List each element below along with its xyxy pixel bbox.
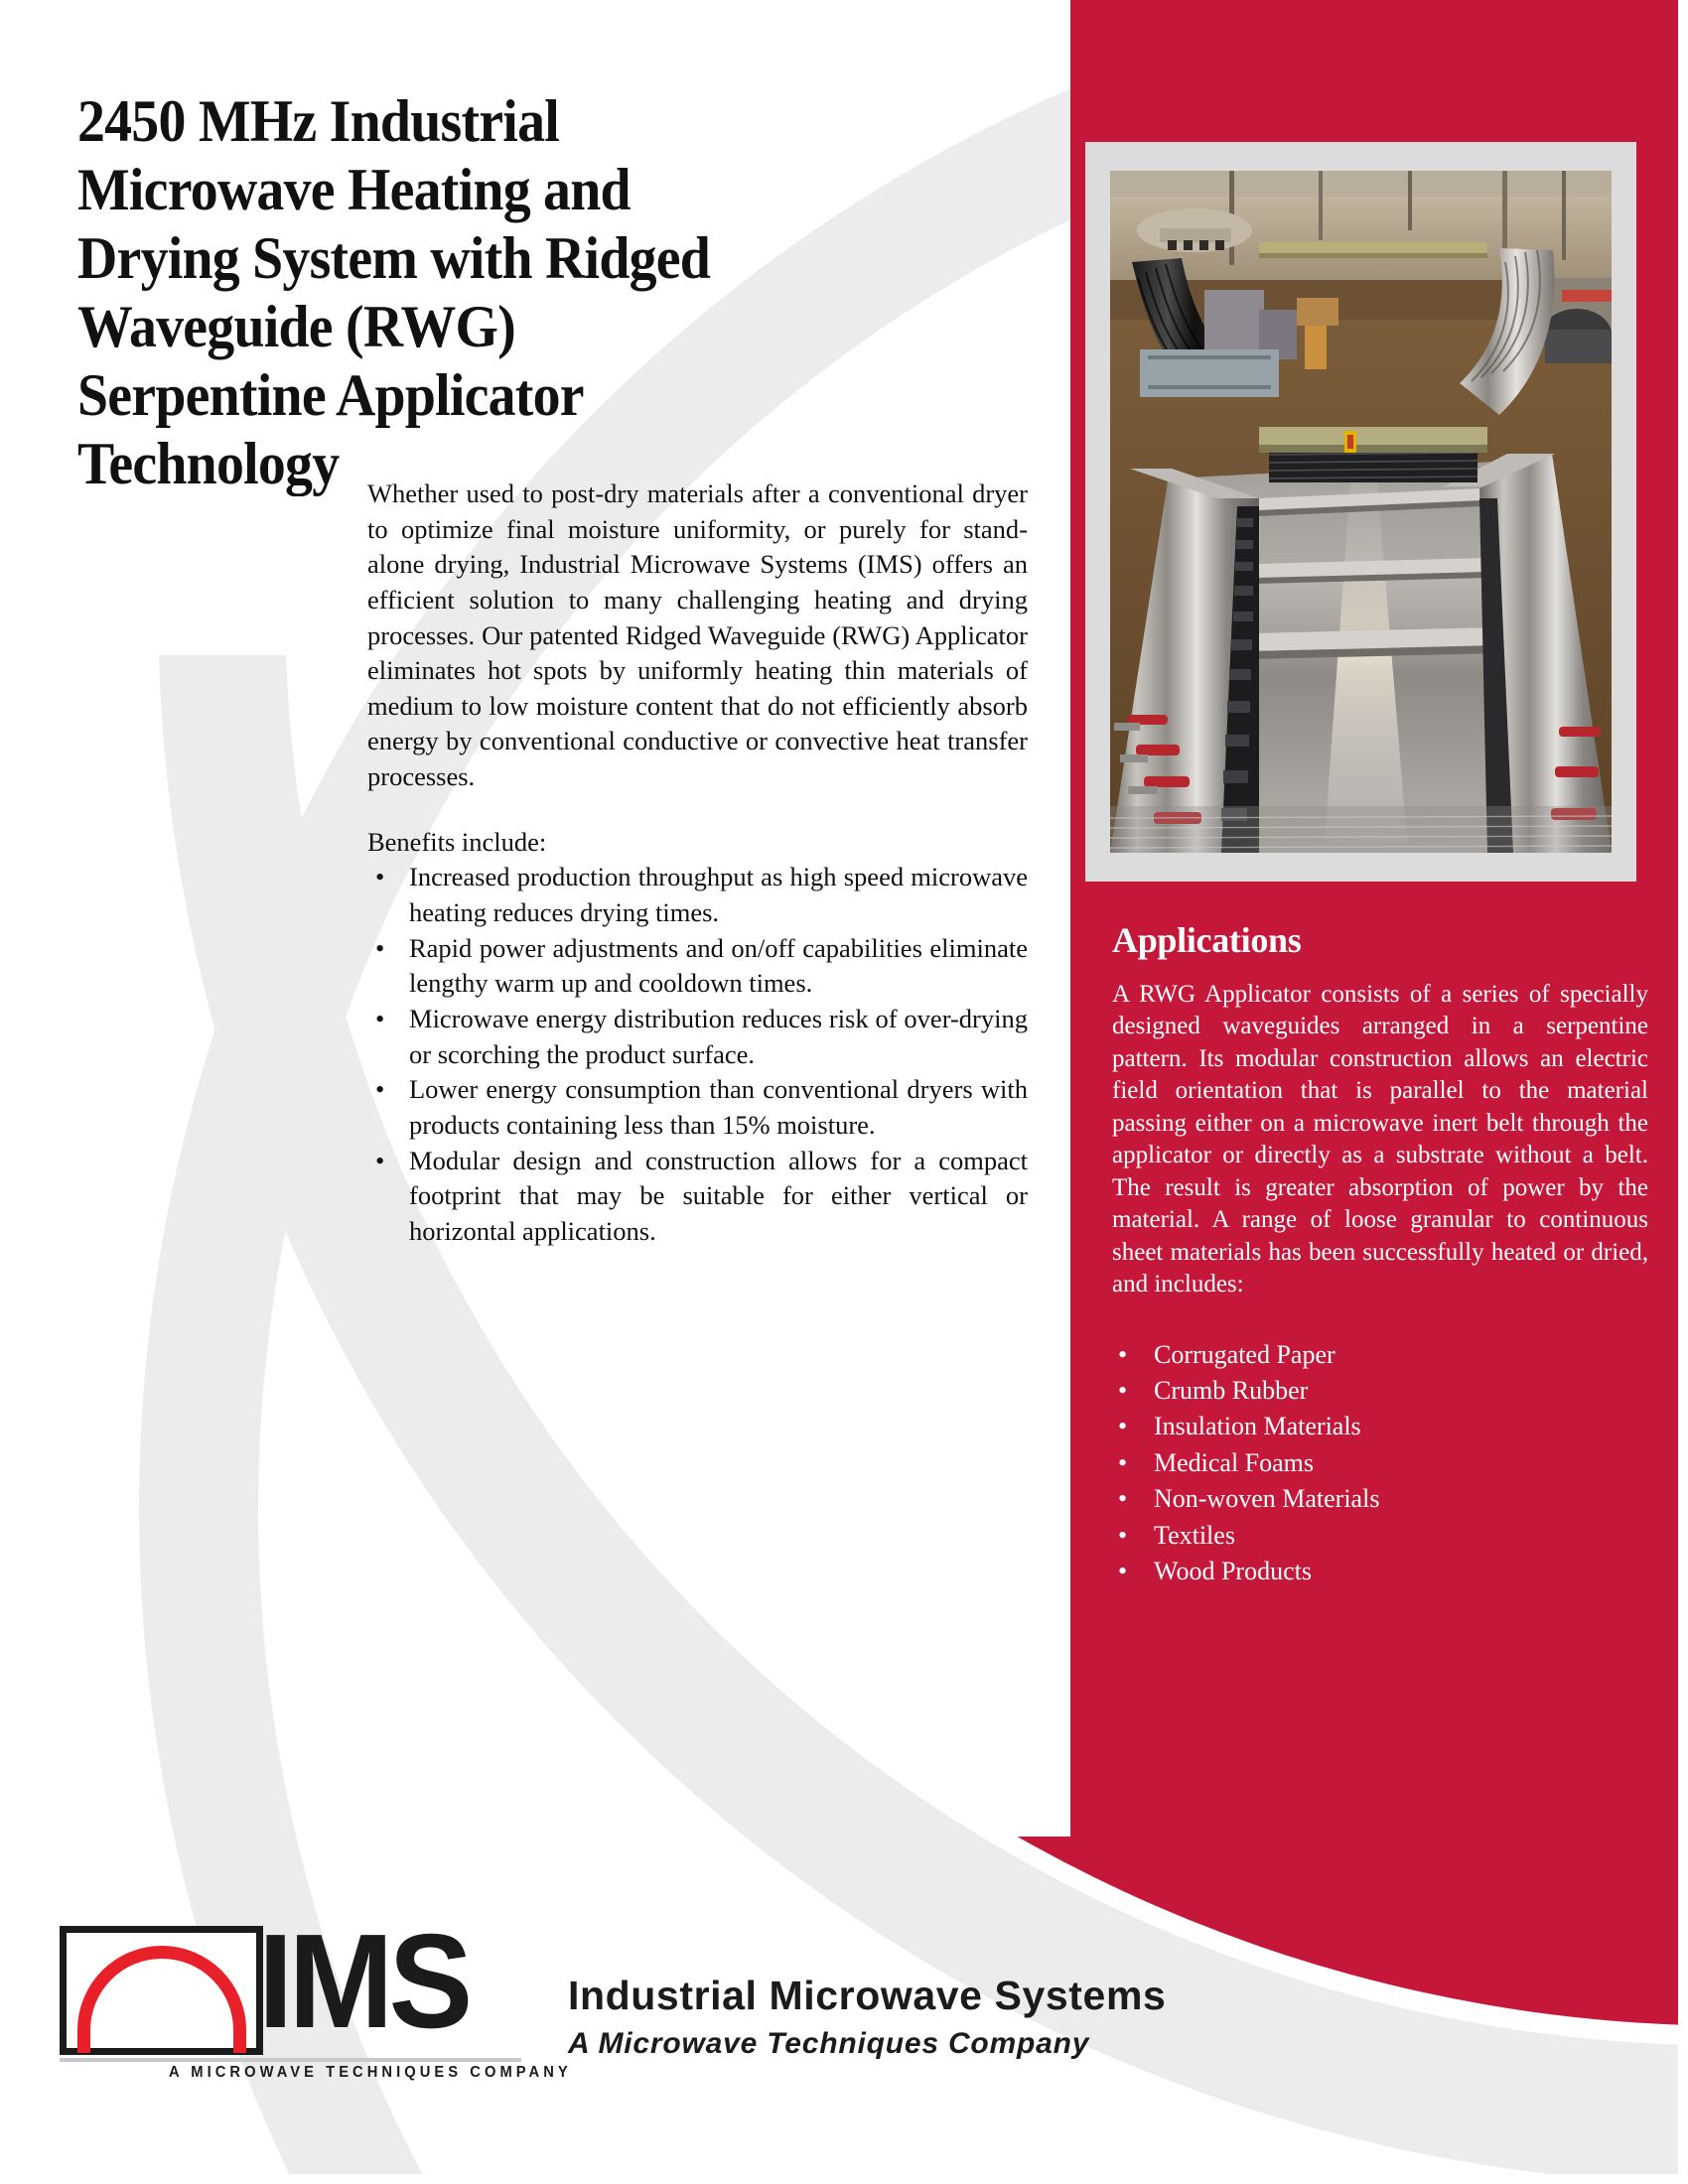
company-identity bbox=[568, 1971, 1166, 2063]
bullet-marker: • bbox=[375, 932, 385, 963]
list-item-label: Non-woven Materials bbox=[1154, 1484, 1380, 1514]
bullet-marker: • bbox=[375, 862, 385, 892]
benefits-list bbox=[367, 860, 1028, 1249]
list-item bbox=[367, 1002, 1028, 1072]
list-item bbox=[1112, 1518, 1648, 1554]
list-item-label: Corrugated Paper bbox=[1154, 1339, 1336, 1369]
list-item bbox=[1112, 1445, 1648, 1481]
list-item-label: Wood Products bbox=[1154, 1556, 1312, 1585]
logo-divider bbox=[60, 2058, 521, 2062]
list-item bbox=[1112, 1373, 1648, 1409]
applications-panel bbox=[1070, 893, 1688, 1589]
bullet-marker: • bbox=[375, 1145, 385, 1175]
company-name: Industrial Microwave Systems bbox=[568, 1973, 1167, 2018]
bullet-marker: • bbox=[375, 1074, 385, 1105]
logo-tagline: A MICROWAVE TECHNIQUES COMPANY bbox=[169, 2064, 572, 2081]
intro-paragraph: Whether used to post-dry materials after a conventional dryer to optimize final moisture uniformity, or purely for stand-alone drying, Industrial Microwave Systems (IMS) offers an efficient solution to many challenging heating and drying processes. Our patented Ridged Waveguide (RWG) Applicator eliminates hot spots by uniformly heating thin materials of medium to low moisture content that do not efficiently absorb energy by conventional conductive or convective heat transfer processes. bbox=[367, 478, 1028, 792]
applications-heading: Applications bbox=[1112, 920, 1302, 960]
applications-paragraph: A RWG Applicator consists of a series of specially designed waveguides arranged in a serpentine pattern. Its modular construction allows an electric field orientation that is parallel to the material passing either on a microwave inert belt through the applicator or directly as a substrate without a belt. The result is greater absorption of power by the material. A range of loose granular to continuous sheet materials has been successfully heated or dried, and includes: bbox=[1112, 980, 1648, 1298]
list-item-label: Lower energy consumption than conventional dryers with products containing less than 15% moisture. bbox=[409, 1074, 1028, 1140]
product-photo-frame bbox=[1085, 142, 1636, 882]
list-item bbox=[1112, 1554, 1648, 1589]
list-item-label: Textiles bbox=[1154, 1520, 1235, 1550]
list-item bbox=[367, 860, 1028, 930]
left-column bbox=[367, 477, 1028, 1249]
list-item-label: Crumb Rubber bbox=[1154, 1375, 1309, 1405]
list-item bbox=[1112, 1481, 1648, 1517]
list-item-label: Increased production throughput as high speed microwave heating reduces drying times. bbox=[409, 862, 1028, 928]
list-item bbox=[367, 931, 1028, 1002]
bullet-marker: • bbox=[1118, 1447, 1128, 1477]
bullet-marker: • bbox=[375, 1003, 385, 1033]
bullet-marker: • bbox=[1118, 1556, 1128, 1585]
list-item-label: Microwave energy distribution reduces risk of over-drying or scorching the product surface. bbox=[409, 1003, 1028, 1069]
list-item-label: Rapid power adjustments and on/off capabilities eliminate lengthy warm up and cooldown times. bbox=[409, 932, 1028, 999]
logo-wordmark: IMS bbox=[258, 1906, 469, 2056]
list-item bbox=[367, 1072, 1028, 1143]
bullet-marker: • bbox=[1118, 1339, 1128, 1369]
bullet-marker: • bbox=[1118, 1484, 1128, 1514]
list-item bbox=[1112, 1337, 1648, 1373]
page-title: 2450 MHz Industrial Microwave Heating and Drying System with Ridged Waveguide (RWG) Serpentine Applicator Technology bbox=[77, 88, 711, 497]
list-item-label: Insulation Materials bbox=[1154, 1412, 1361, 1441]
bullet-marker: • bbox=[1118, 1412, 1128, 1441]
ims-logo bbox=[60, 1906, 572, 2081]
benefits-heading: Benefits include: bbox=[367, 826, 547, 857]
list-item bbox=[367, 1144, 1028, 1250]
list-item bbox=[1112, 1409, 1648, 1444]
list-item-label: Medical Foams bbox=[1154, 1447, 1315, 1477]
applications-list bbox=[1112, 1337, 1648, 1590]
bullet-marker: • bbox=[1118, 1520, 1128, 1550]
company-tagline: A Microwave Techniques Company bbox=[568, 2027, 1090, 2061]
product-photo bbox=[1110, 171, 1612, 853]
bullet-marker: • bbox=[1118, 1375, 1128, 1405]
list-item-label: Modular design and construction allows for a compact footprint that may be suitable for either vertical or horizontal applications. bbox=[409, 1145, 1028, 1246]
